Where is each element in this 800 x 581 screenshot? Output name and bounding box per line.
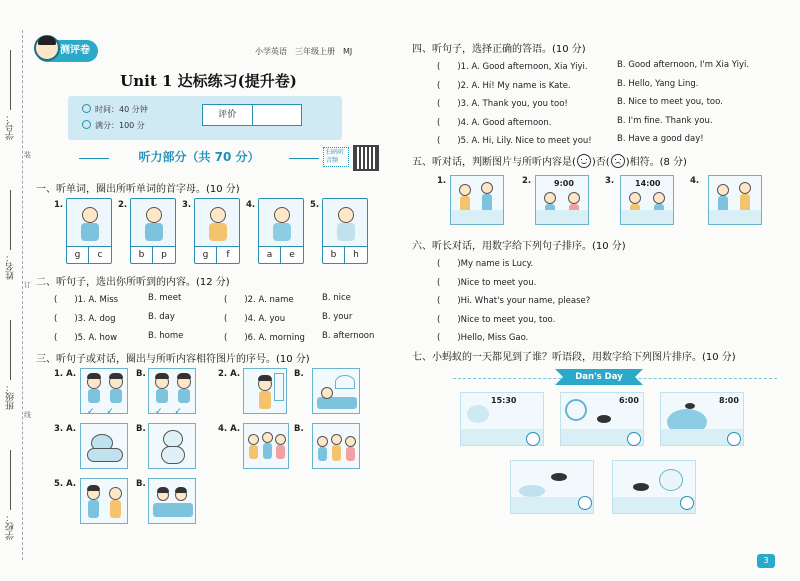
q7-title: 七、小蚂蚁的一天都见到了谁？听语段，用数字给下列图片排序。(10 分): [412, 352, 736, 363]
q1-num: 2.: [118, 200, 128, 210]
q7-answer-circle[interactable]: [727, 432, 741, 446]
q3-picture[interactable]: [312, 423, 360, 469]
q4-option-b[interactable]: B. I'm fine. Thank you.: [617, 116, 713, 126]
q3-picture[interactable]: [312, 368, 360, 414]
q5-picture[interactable]: 14:00: [620, 175, 674, 225]
q4-option-a[interactable]: ( )4. A. Good afternoon.: [437, 118, 552, 128]
q4-option-a[interactable]: ( )2. A. Hi! My name is Kate.: [437, 81, 571, 91]
q1-word-card: [258, 198, 304, 264]
qr-caption: 扫码听音频: [323, 147, 349, 167]
q5-title: 五、听对话，判断图片与所听内容是( )否( )相符。(8 分): [412, 153, 687, 168]
q2-option[interactable]: B. meet: [148, 293, 182, 303]
q1-num: 1.: [54, 200, 64, 210]
check-icon: [82, 120, 91, 129]
q4-option-a[interactable]: ( )5. A. Hi, Lily. Nice to meet you!: [437, 136, 592, 146]
q1-letter-option[interactable]: e: [281, 246, 303, 263]
q3-label[interactable]: B.: [294, 369, 304, 379]
subject-line: 小学英语 三年级上册 MJ: [255, 47, 353, 56]
page-title: Unit 1 达标练习(提升卷): [120, 72, 297, 90]
q1-picture: [195, 199, 239, 247]
q3-label[interactable]: 1. A.: [54, 369, 77, 379]
section-title: 听力部分（共 70 分）: [99, 148, 299, 168]
q3-label[interactable]: 5. A.: [54, 479, 77, 489]
q1-picture: [131, 199, 175, 247]
q4-option-b[interactable]: B. Nice to meet you, too.: [617, 97, 723, 107]
q1-num: 4.: [246, 200, 256, 210]
time-limit: 时间：40 分钟: [82, 104, 148, 115]
info-box: [68, 96, 342, 140]
q4-option-a[interactable]: ( )1. A. Good afternoon, Xia Yiyi.: [437, 62, 588, 72]
qr-icon: [353, 145, 379, 171]
q3-picture[interactable]: [148, 478, 196, 524]
q5-num: 2.: [522, 176, 532, 186]
q3-label[interactable]: B.: [136, 479, 146, 489]
q3-title: 三、听句子或对话，圈出与所听内容相符图片的序号。(10 分): [36, 354, 310, 365]
q1-letter-option[interactable]: b: [323, 246, 345, 263]
binding-mark: 订: [24, 281, 31, 289]
qr-code[interactable]: [323, 145, 383, 171]
q2-option[interactable]: B. nice: [322, 293, 351, 303]
q4-option-b[interactable]: B. Hello, Yang Ling.: [617, 79, 699, 89]
mascot-icon: [34, 35, 60, 61]
q3-label[interactable]: B.: [136, 424, 146, 434]
q4-option-b[interactable]: B. Good afternoon, I'm Xia Yiyi.: [617, 60, 750, 70]
q2-option[interactable]: B. afternoon: [322, 331, 375, 341]
q2-option[interactable]: ( )6. A. morning: [224, 333, 305, 343]
q2-option[interactable]: ( )4. A. you: [224, 314, 286, 324]
binding-margin: [0, 30, 34, 560]
sad-face-icon: [611, 154, 625, 168]
clock-icon: [82, 104, 91, 113]
day-banner: Dan's Day: [565, 369, 633, 385]
q1-picture: [259, 199, 303, 247]
q5-picture[interactable]: 9:00: [535, 175, 589, 225]
q5-num: 3.: [605, 176, 615, 186]
test-badge: 测评卷: [36, 40, 98, 62]
q3-picture[interactable]: [80, 423, 128, 469]
q2-option[interactable]: ( )2. A. name: [224, 295, 294, 305]
q6-sentence[interactable]: ( )My name is Lucy.: [437, 259, 534, 269]
q5-num: 1.: [437, 176, 447, 186]
full-score: 满分：100 分: [82, 120, 145, 131]
q7-answer-circle[interactable]: [526, 432, 540, 446]
q2-option[interactable]: ( )5. A. how: [54, 333, 118, 343]
q7-answer-circle[interactable]: [578, 496, 592, 510]
school-field[interactable]: 学校：: [4, 450, 17, 540]
q7-answer-circle[interactable]: [627, 432, 641, 446]
score-label: 评价: [203, 105, 253, 125]
smile-face-icon: [577, 154, 591, 168]
student-id-field[interactable]: 学号：: [4, 50, 17, 140]
q1-letter-option[interactable]: g: [67, 246, 89, 263]
q1-letter-option[interactable]: f: [217, 246, 239, 263]
q7-picture[interactable]: 8:00: [660, 392, 744, 446]
q1-word-card: [194, 198, 240, 264]
page-number: 3: [757, 554, 775, 568]
q1-letter-option[interactable]: a: [259, 246, 281, 263]
q2-option[interactable]: B. day: [148, 312, 175, 322]
cut-line: [22, 30, 23, 560]
q1-letter-option[interactable]: h: [345, 246, 367, 263]
q3-label[interactable]: 4. A.: [218, 424, 241, 434]
q1-word-card: [322, 198, 368, 264]
q3-picture[interactable]: [243, 368, 287, 414]
q6-sentence[interactable]: ( )Nice to meet you, too.: [437, 315, 556, 325]
q1-word-card: [66, 198, 112, 264]
q2-option[interactable]: ( )3. A. dog: [54, 314, 116, 324]
q3-label[interactable]: B.: [136, 369, 146, 379]
q1-picture: [67, 199, 111, 247]
q5-num: 4.: [690, 176, 700, 186]
q1-num: 5.: [310, 200, 320, 210]
q4-option-a[interactable]: ( )3. A. Thank you, you too!: [437, 99, 568, 109]
q7-picture[interactable]: 6:00: [560, 392, 644, 446]
class-field[interactable]: 班级：: [4, 320, 17, 410]
q3-picture[interactable]: [243, 423, 289, 469]
q3-label[interactable]: 2. A.: [218, 369, 241, 379]
q2-option[interactable]: B. home: [148, 331, 184, 341]
q3-label[interactable]: B.: [294, 424, 304, 434]
binding-mark: 线: [24, 411, 31, 419]
q2-option[interactable]: B. your: [322, 312, 353, 322]
q3-label[interactable]: 3. A.: [54, 424, 77, 434]
q7-answer-circle[interactable]: [680, 496, 694, 510]
q1-letter-option[interactable]: b: [131, 246, 153, 263]
q4-option-b[interactable]: B. Have a good day!: [617, 134, 704, 144]
q2-option[interactable]: ( )1. A. Miss: [54, 295, 119, 305]
q3-picture[interactable]: ✓ ✓: [148, 368, 196, 414]
binding-mark: 装: [24, 151, 31, 159]
score-box: [202, 104, 302, 126]
q7-picture[interactable]: 15:30: [460, 392, 544, 446]
q5-picture[interactable]: [450, 175, 504, 225]
score-input[interactable]: [253, 105, 302, 125]
q1-picture: [323, 199, 367, 247]
q3-picture[interactable]: ✓ ✓: [80, 368, 128, 414]
q6-sentence[interactable]: ( )Nice to meet you.: [437, 278, 537, 288]
q4-title: 四、听句子，选择正确的答语。(10 分): [412, 44, 586, 55]
q6-sentence[interactable]: ( )Hello, Miss Gao.: [437, 333, 529, 343]
q3-picture[interactable]: [148, 423, 196, 469]
q2-title: 二、听句子，选出你所听到的内容。(12 分): [36, 277, 230, 288]
q1-letter-option[interactable]: g: [195, 246, 217, 263]
q5-picture[interactable]: [708, 175, 762, 225]
q6-title: 六、听长对话，用数字给下列句子排序。(10 分): [412, 241, 626, 252]
q1-letter-option[interactable]: p: [153, 246, 175, 263]
q1-letter-option[interactable]: c: [89, 246, 111, 263]
name-field[interactable]: 姓名：: [4, 190, 17, 280]
q1-word-card: [130, 198, 176, 264]
q1-title: 一、听单词，圈出所听单词的首字母。(10 分): [36, 184, 240, 195]
q6-sentence[interactable]: ( )Hi. What's your name, please?: [437, 296, 591, 306]
q1-num: 3.: [182, 200, 192, 210]
q3-picture[interactable]: [80, 478, 128, 524]
